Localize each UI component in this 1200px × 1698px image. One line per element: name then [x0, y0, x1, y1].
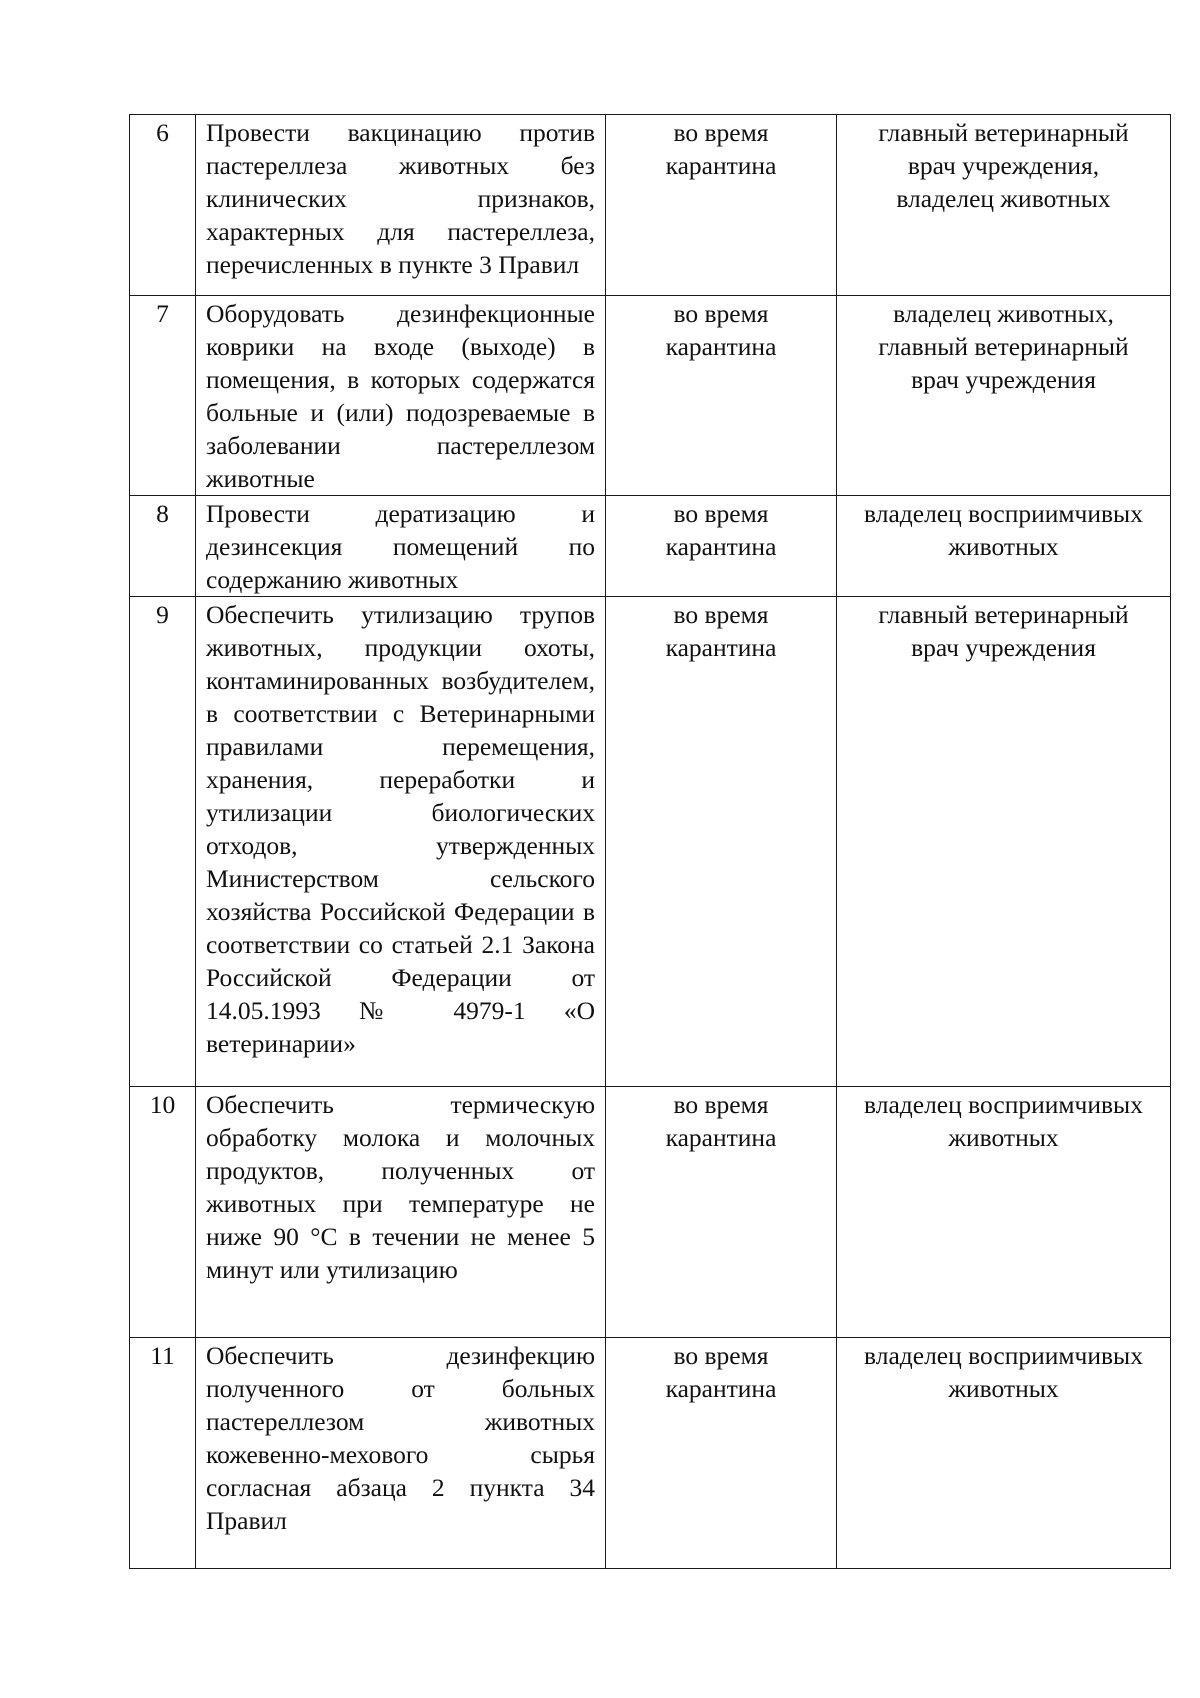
row-number: 8 [156, 499, 169, 528]
row-number: 9 [156, 600, 169, 629]
measures-table [129, 114, 1171, 1569]
term-cell [606, 296, 837, 496]
table-row [130, 597, 1171, 1087]
row-number-cell [130, 1087, 196, 1338]
term-cell [606, 1087, 837, 1338]
action-cell [196, 496, 606, 597]
responsible-text: главный ветеринарный врач учреждения [878, 600, 1129, 662]
term-text: во время карантина [665, 118, 777, 180]
term-text: во время карантина [665, 499, 777, 561]
action-cell [196, 1087, 606, 1338]
responsible-cell [837, 296, 1171, 496]
table-row [130, 115, 1171, 296]
action-text: Обеспечить дезинфекцию полученного от больных пастереллезом животных кожевенно-мехового сырья согласная абзаца 2 пункта 34 Правил [206, 1341, 595, 1535]
responsible-cell [837, 597, 1171, 1087]
row-number-cell [130, 1338, 196, 1569]
measures-table-body [130, 115, 1171, 1569]
row-number-cell [130, 496, 196, 597]
responsible-cell [837, 1087, 1171, 1338]
table-row [130, 496, 1171, 597]
action-cell [196, 1338, 606, 1569]
row-number-cell [130, 597, 196, 1087]
term-cell [606, 1338, 837, 1569]
responsible-cell [837, 115, 1171, 296]
term-text: во время карантина [665, 600, 777, 662]
responsible-text: владелец восприимчивых животных [864, 1090, 1143, 1152]
term-text: во время карантина [665, 299, 777, 361]
action-text: Провести вакцинацию против пастереллеза животных без клинических признаков, характерных для пастереллеза, перечисленных в пункте 3 Правил [206, 118, 595, 279]
responsible-cell [837, 496, 1171, 597]
row-number: 7 [156, 299, 169, 328]
table-row [130, 1338, 1171, 1569]
action-cell [196, 597, 606, 1087]
table-row [130, 1087, 1171, 1338]
row-number-cell [130, 115, 196, 296]
action-cell [196, 115, 606, 296]
responsible-text: главный ветеринарный врач учреждения, владелец животных [878, 118, 1129, 213]
action-text: Обеспечить термическую обработку молока и молочных продуктов, полученных от животных при температуре не ниже 90 °С в течении не менее 5 минут или утилизацию [206, 1090, 595, 1284]
term-cell [606, 597, 837, 1087]
action-text: Оборудовать дезинфекционные коврики на входе (выходе) в помещения, в которых содержатся больные и (или) подозреваемые в заболевании пастереллезом животные [206, 299, 595, 493]
action-text: Провести дератизацию и дезинсекция помещений по содержанию животных [206, 499, 595, 594]
row-number: 11 [150, 1341, 175, 1370]
row-number: 6 [156, 118, 169, 147]
action-cell [196, 296, 606, 496]
action-text: Обеспечить утилизацию трупов животных, продукции охоты, контаминированных возбудителем, в соответствии с Ветеринарными правилами перемещения, хранения, переработки и утилизации биологических отходов, утвержденных Министерством сельского хозяйства Российской Федерации в соответствии со статьей 2.1 Закона Российской Федерации от 14.05.1993 № 4979-1 «О ветеринарии» [206, 600, 595, 1058]
responsible-cell [837, 1338, 1171, 1569]
term-cell [606, 496, 837, 597]
row-number-cell [130, 296, 196, 496]
responsible-text: владелец животных, главный ветеринарный врач учреждения [878, 299, 1129, 394]
term-text: во время карантина [665, 1341, 777, 1403]
table-row [130, 296, 1171, 496]
term-cell [606, 115, 837, 296]
responsible-text: владелец восприимчивых животных [864, 1341, 1143, 1403]
row-number: 10 [149, 1090, 176, 1119]
responsible-text: владелец восприимчивых животных [864, 499, 1143, 561]
term-text: во время карантина [665, 1090, 777, 1152]
